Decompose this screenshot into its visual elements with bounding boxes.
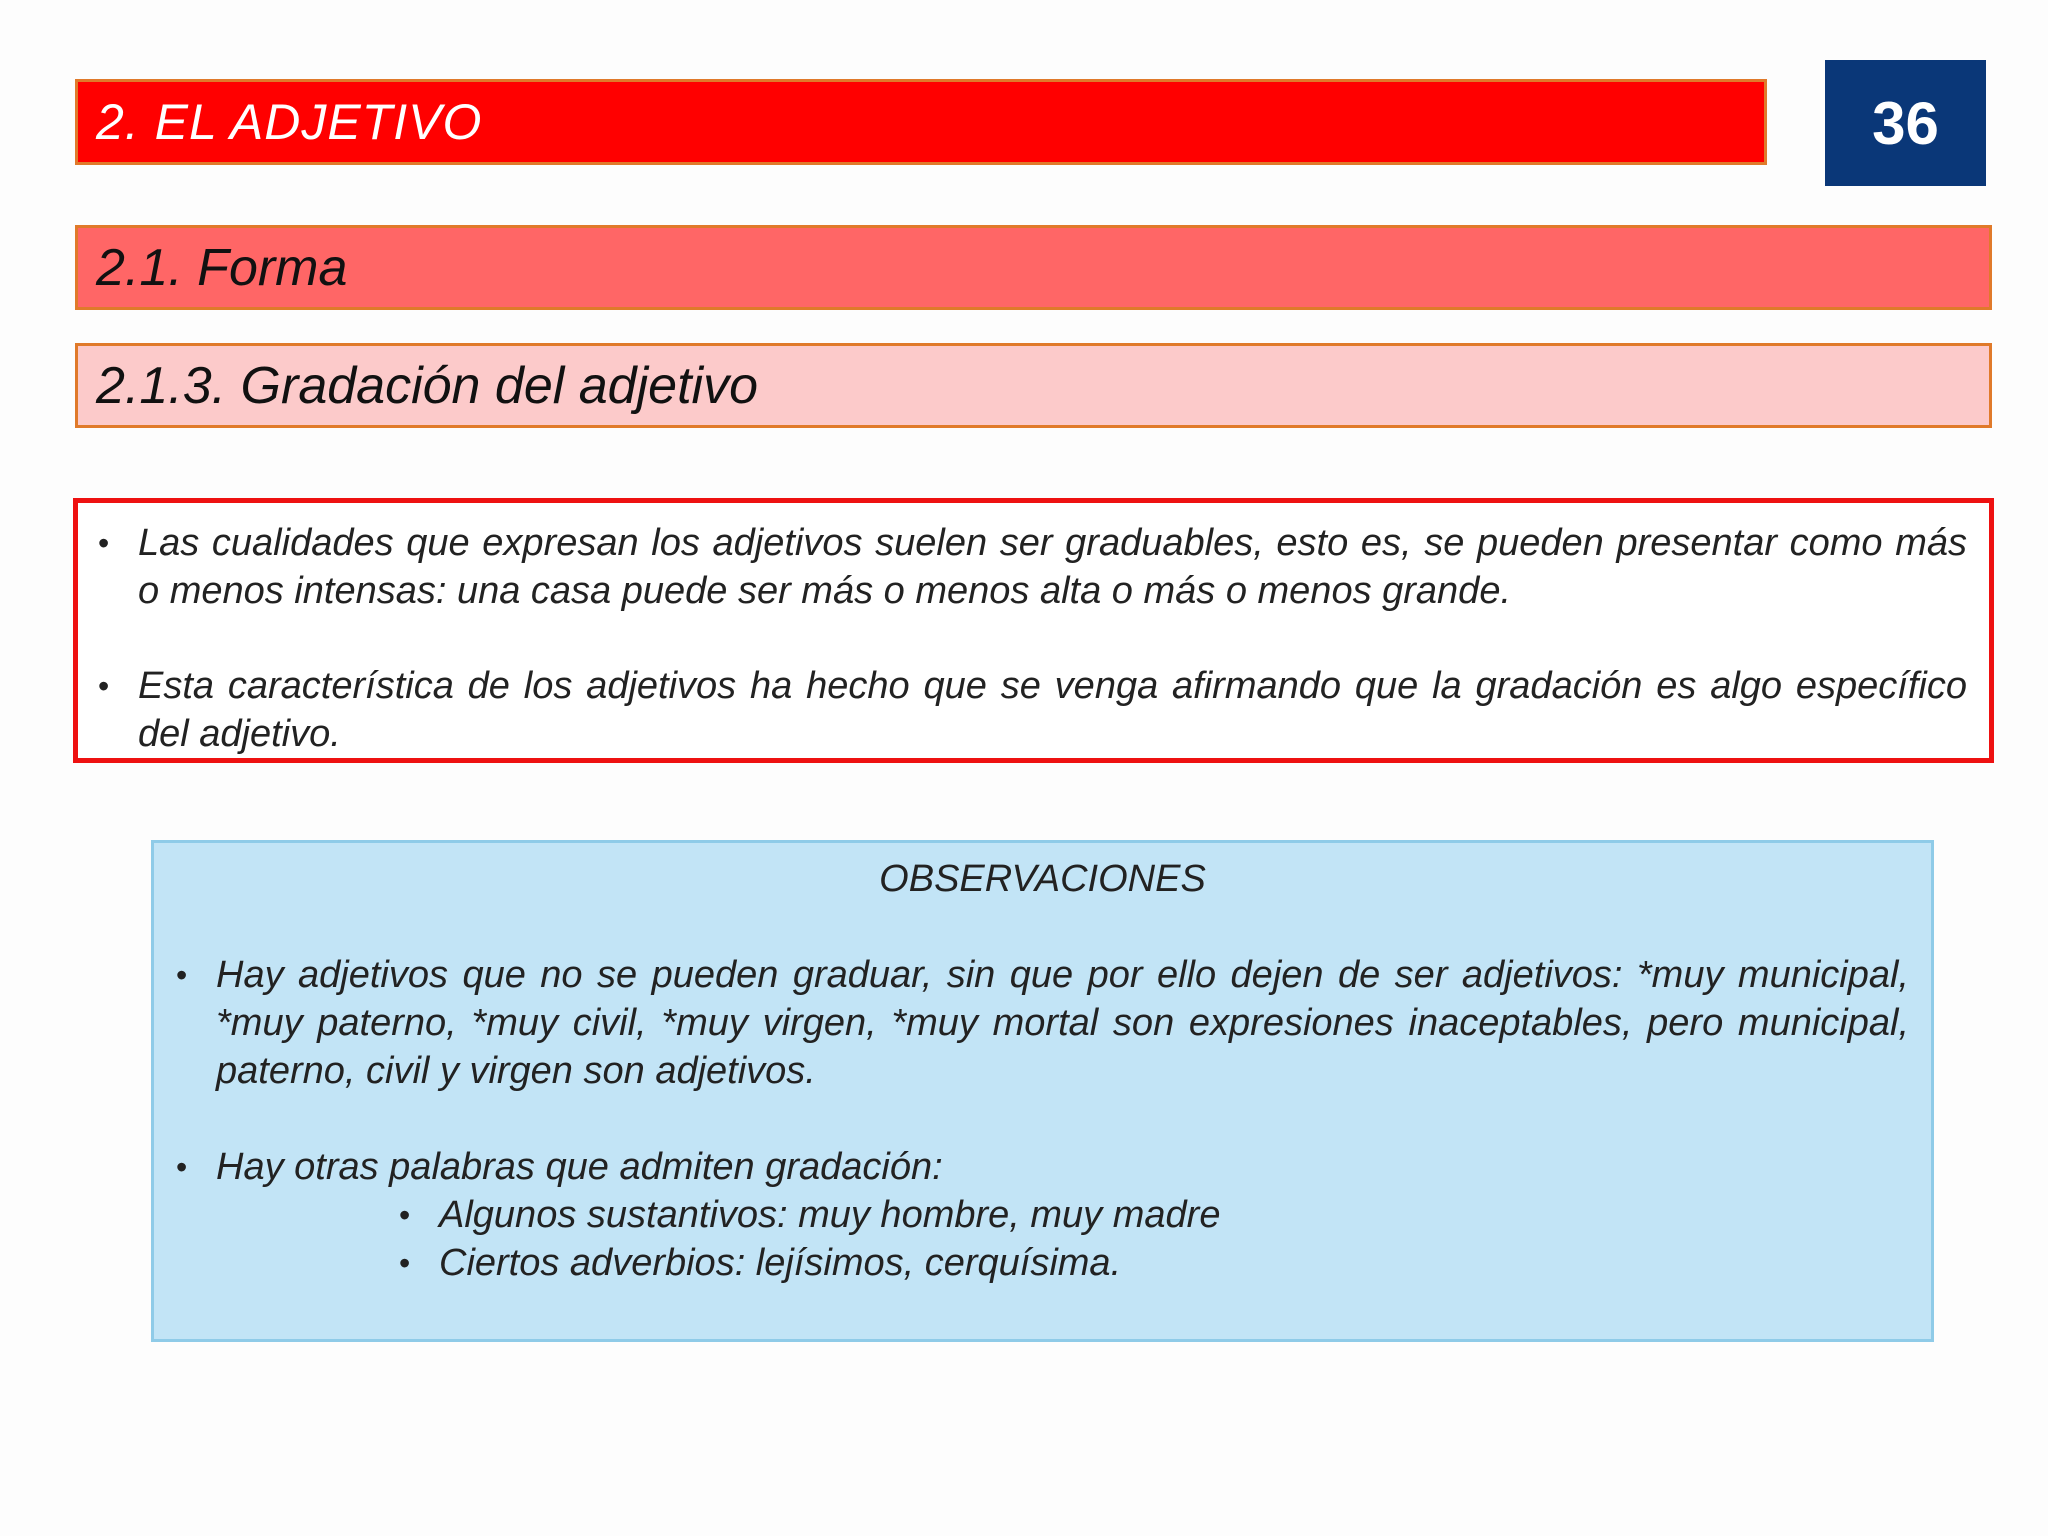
bullet-icon: • [399,1245,411,1281]
bullet-icon: • [399,1197,411,1233]
main-content-box [73,498,1994,763]
observation-bullet-item [176,951,1909,1095]
section-title: 2. EL ADJETIVO [96,94,483,150]
observations-box [151,840,1934,1342]
subsubsection-title: 2.1.3. Gradación del adjetivo [96,356,758,415]
observation-sub-item [399,1239,1909,1287]
observation-sub-item [399,1191,1909,1239]
main-bullet-text: Las cualidades que expresan los adjetivos suelen ser graduables, esto es, se pueden presentar como más o menos intensas: una casa puede ser más o menos alta o más o menos grande. [138,522,1967,612]
bullet-icon: • [98,525,110,561]
page-number: 36 [1872,89,1939,157]
observation-bullet-item [176,1143,1909,1191]
subsection-title-bar [75,225,1992,310]
main-bullet-text: Esta característica de los adjetivos ha hecho que se venga afirmando que la gradación es algo específico del adjetivo. [138,665,1967,755]
main-bullet-item [98,662,1967,758]
bullet-icon: • [176,1149,188,1185]
subsubsection-title-bar [75,343,1992,428]
subsection-title: 2.1. Forma [96,238,348,297]
observation-sub-list [399,1191,1909,1287]
observation-bullet-text: Hay otras palabras que admiten gradación: [216,1146,943,1188]
page-number-badge [1825,60,1986,186]
observations-title: OBSERVACIONES [879,858,1206,900]
observation-sub-text: Ciertos adverbios: lejísimos, cerquísima. [439,1242,1122,1284]
section-title-bar [75,79,1767,165]
bullet-icon: • [98,668,110,704]
observation-sub-text: Algunos sustantivos: muy hombre, muy madre [439,1194,1221,1236]
main-bullet-item [98,519,1967,615]
bullet-icon: • [176,957,188,993]
observation-bullet-text: Hay adjetivos que no se pueden graduar, sin que por ello dejen de ser adjetivos: *muy municipal, *muy paterno, *muy civil, *muy virgen, *muy mortal son expresiones inaceptables, pero municipal, paterno, civil y virgen son adjetivos. [216,954,1909,1092]
